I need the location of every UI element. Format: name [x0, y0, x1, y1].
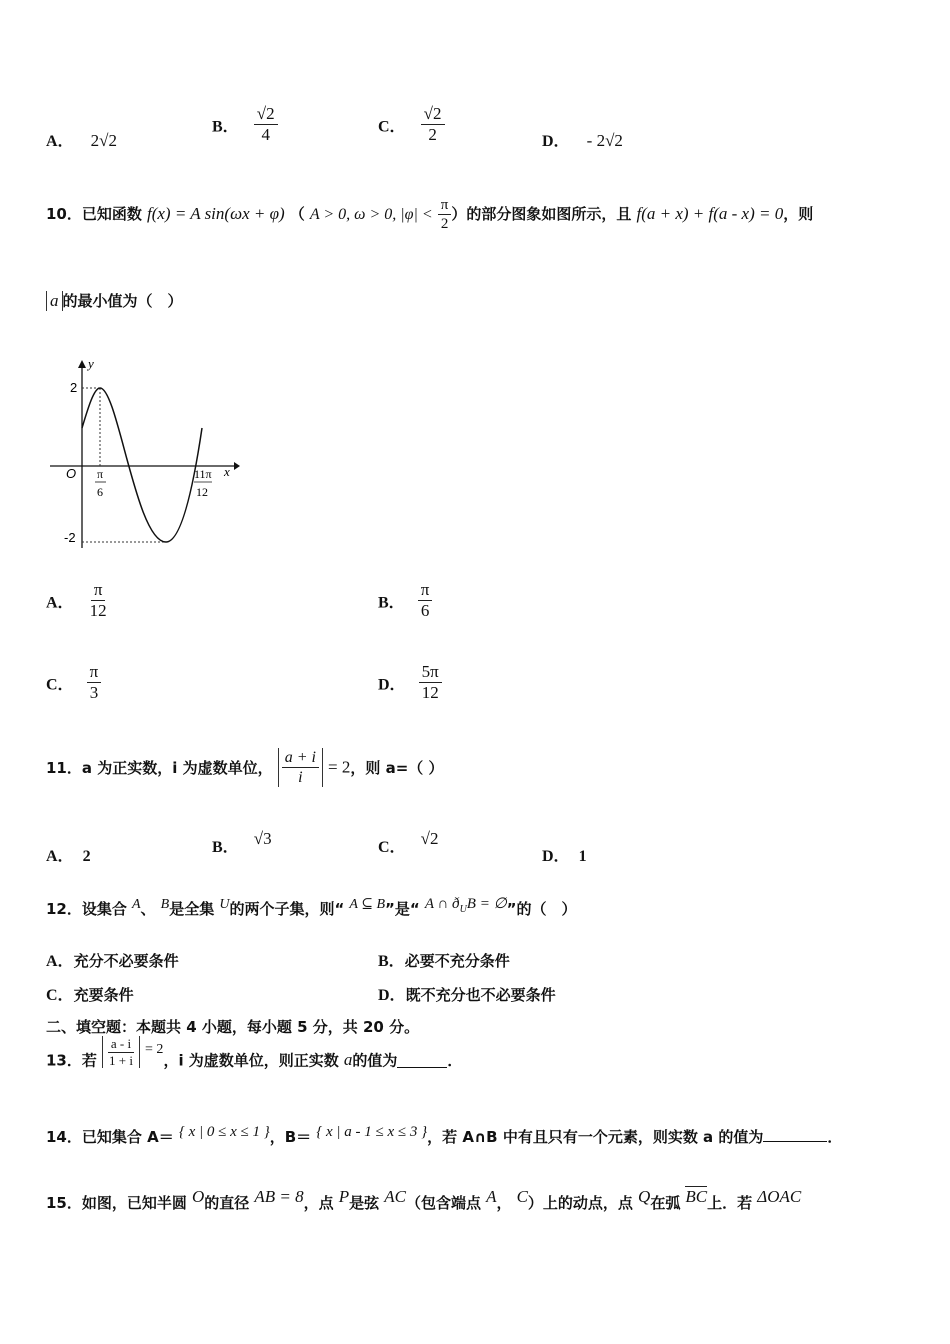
q9-option-b — [212, 104, 278, 146]
q11-stem — [46, 748, 444, 787]
option-label: C． — [46, 987, 74, 1004]
q15-point-c: C — [516, 1187, 528, 1206]
origin-label: O — [66, 466, 77, 481]
option-label: B． — [378, 953, 405, 970]
q13-equals: = 2 — [145, 1042, 164, 1058]
answer-blank[interactable] — [397, 1053, 447, 1068]
option-label: D． — [378, 987, 406, 1004]
q14-set-b-content: x | a - 1 ≤ x ≤ 3 — [326, 1124, 418, 1140]
option-label: D． — [378, 676, 406, 694]
question-number: 10． — [46, 205, 82, 223]
fraction-denominator: 3 — [89, 683, 99, 703]
y-max-label: 2 — [70, 380, 78, 395]
q13-var-a: a — [343, 1050, 353, 1070]
q14-end: ． — [827, 1128, 843, 1146]
q12-quote-1: “ — [334, 900, 345, 918]
q12-option-c — [46, 982, 134, 1005]
fraction-numerator: a + i — [282, 748, 319, 768]
option-value: √2 — [420, 829, 439, 848]
tick2-numerator: 11π — [194, 467, 212, 481]
fraction-numerator: π — [418, 580, 433, 601]
option-label: B． — [212, 839, 239, 856]
option-label: C． — [378, 118, 406, 136]
q14-set-a: { x | 0 ≤ x ≤ 1 } — [178, 1124, 270, 1140]
q12-condition-1: A ⊆ B — [349, 897, 386, 912]
option-fraction — [87, 662, 102, 704]
option-value: 既不充分也不必要条件 — [405, 986, 556, 1004]
q11-text-a: a 为正实数，i 为虚数单位， — [81, 759, 273, 778]
q10-text-c: ，则 — [783, 205, 814, 223]
fraction-denominator: 12 — [89, 601, 107, 621]
q15-point-a: A — [486, 1187, 497, 1206]
q12-set-b: B — [160, 897, 170, 912]
option-value: √3 — [253, 829, 272, 848]
q10-function: f(x) = A sin(ωx + φ) — [146, 204, 285, 223]
question-number: 12． — [46, 900, 82, 918]
option-value: 充分不必要条件 — [73, 952, 179, 970]
y-axis-arrow — [78, 360, 86, 368]
q14-text-c: ，若 A∩B 中有且只有一个元素，则实数 a 的值为 — [427, 1128, 764, 1146]
q11-option-a — [46, 843, 91, 866]
option-fraction — [419, 662, 442, 704]
q15-text-c: ，点 — [303, 1194, 334, 1212]
q10-option-a — [46, 580, 110, 622]
q10-stem — [46, 196, 813, 233]
q10-text-a: 已知函数 — [81, 205, 142, 223]
q11-fraction — [282, 748, 319, 787]
q10-paren-open: （ — [289, 205, 305, 223]
q15-text-g: 在弧 — [650, 1194, 681, 1212]
option-label: A． — [46, 133, 74, 150]
fraction-numerator: π — [91, 580, 106, 601]
q15-triangle: ΔOAC — [757, 1187, 802, 1206]
option-label: A． — [46, 953, 74, 970]
q12-sep: 、 — [140, 900, 156, 918]
option-fraction — [87, 580, 110, 622]
option-fraction — [421, 104, 445, 146]
tick1-denominator: 6 — [97, 485, 103, 499]
question-number: 14． — [46, 1128, 82, 1146]
option-label: A． — [46, 594, 74, 612]
q12-option-b — [378, 948, 510, 971]
q10-condition: A > 0, ω > 0, |φ| < — [309, 206, 433, 223]
option-value: 2√2 — [90, 131, 117, 150]
q11-option-d — [542, 843, 587, 866]
q15-point-p: P — [338, 1187, 350, 1206]
q12-cond2-sub: U — [459, 904, 467, 915]
fraction-numerator: √2 — [254, 104, 278, 125]
option-label: B． — [378, 594, 405, 612]
fraction-denominator: 4 — [261, 125, 270, 145]
q15-text-h: 上．若 — [707, 1194, 753, 1212]
q12-option-d — [378, 982, 556, 1005]
q9-option-d — [542, 128, 623, 151]
q11-option-b — [212, 829, 272, 857]
option-label: D． — [542, 133, 570, 150]
q14-set-b: { x | a - 1 ≤ x ≤ 3 } — [316, 1124, 428, 1140]
q12-cond2-tail: B = ∅ — [466, 896, 507, 912]
fraction-denominator: 1 + i — [108, 1052, 133, 1068]
x-axis-arrow — [234, 462, 240, 470]
q15-text-a: 如图，已知半圆 — [81, 1194, 187, 1212]
x-axis-label: x — [224, 464, 230, 479]
q15-text-d: 是弦 — [349, 1194, 380, 1212]
q12-condition-2 — [424, 896, 507, 915]
fraction-denominator: 2 — [428, 125, 437, 145]
fraction-denominator: 6 — [420, 601, 430, 621]
q12-text-b: 是全集 — [169, 900, 215, 918]
q15-text-b: 的直径 — [204, 1194, 250, 1212]
option-value: 2 — [82, 848, 91, 865]
q12-set-a: A — [131, 897, 141, 912]
tick1-numerator: π — [97, 467, 104, 481]
option-fraction — [254, 104, 278, 146]
option-value: - 2√2 — [586, 131, 623, 150]
q12-set-u: U — [219, 897, 230, 912]
q10-relation: f(a + x) + f(a - x) = 0 — [636, 204, 784, 223]
q15-comma: ， — [496, 1194, 512, 1212]
q14-set-a-content: x | 0 ≤ x ≤ 1 — [188, 1124, 260, 1140]
fraction-numerator: 5π — [419, 662, 442, 683]
q11-text-b: ，则 a=（ ） — [350, 759, 444, 778]
q13-text-b: ，i 为虚数单位，则正实数 — [163, 1051, 339, 1070]
question-number: 11． — [46, 759, 82, 778]
fraction-numerator: √2 — [421, 104, 445, 125]
q12-quote-2: ”是“ — [385, 900, 420, 918]
fraction-numerator: π — [438, 196, 452, 215]
q12-cond2-head: A ∩ ð — [424, 896, 460, 912]
q10-condition-fraction — [438, 196, 452, 233]
q12-text-a: 设集合 — [81, 900, 127, 918]
q10-text-b: ）的部分图象如图所示，且 — [451, 205, 632, 223]
q13-abs-fraction — [102, 1036, 140, 1068]
q11-abs-fraction — [278, 748, 323, 787]
question-number: 13． — [46, 1051, 82, 1070]
q11-equals: = 2 — [328, 757, 351, 777]
q11-option-c — [378, 829, 439, 857]
q15-arc: BC — [685, 1187, 708, 1206]
q13-stem — [46, 1036, 463, 1076]
q14-stem — [46, 1126, 842, 1147]
q14-text-b: ，B＝ — [269, 1128, 312, 1146]
option-value: 1 — [578, 848, 587, 865]
q10-text-d: 的最小值为（ ） — [62, 292, 183, 310]
q14-text-a: 已知集合 A＝ — [81, 1128, 174, 1146]
q15-chord: AC — [384, 1187, 406, 1206]
q13-fraction — [106, 1036, 136, 1068]
fraction-denominator: i — [298, 769, 303, 787]
fraction-numerator: π — [87, 662, 102, 683]
option-label: A． — [46, 848, 74, 865]
question-number: 15． — [46, 1194, 82, 1212]
q10-option-d — [378, 662, 442, 704]
option-fraction — [418, 580, 433, 622]
q15-point-o: O — [191, 1187, 205, 1206]
q15-diameter: AB = 8 — [254, 1187, 304, 1206]
y-min-label: -2 — [64, 530, 76, 545]
q9-option-a — [46, 128, 117, 151]
q10-sine-graph — [44, 352, 244, 562]
option-value: 充要条件 — [73, 986, 134, 1004]
q10-option-c — [46, 662, 101, 704]
y-axis-label: y — [88, 356, 94, 371]
option-value: 必要不充分条件 — [404, 952, 510, 970]
answer-blank[interactable] — [763, 1127, 827, 1142]
option-label: D． — [542, 848, 570, 865]
q13-end: ． — [447, 1051, 463, 1070]
q12-quote-3: ”的（ ） — [506, 900, 577, 918]
section-title: 二、填空题：本题共 4 小题，每小题 5 分，共 20 分。 — [46, 1018, 420, 1036]
tick2-denominator: 12 — [196, 485, 208, 499]
q12-option-a — [46, 948, 179, 971]
option-label: C． — [378, 839, 406, 856]
q15-text-e: （包含端点 — [405, 1194, 481, 1212]
fraction-numerator: a - i — [108, 1036, 134, 1053]
q15-text-f: ）上的动点，点 — [527, 1194, 633, 1212]
fraction-denominator: 2 — [440, 216, 449, 232]
q10-abs-a: a — [46, 291, 63, 311]
option-label: C． — [46, 676, 74, 694]
q10-stem-line2 — [46, 290, 183, 311]
q12-text-c: 的两个子集，则 — [229, 900, 335, 918]
q13-text-a: 若 — [81, 1051, 97, 1070]
option-label: B． — [212, 118, 239, 136]
fraction-denominator: 12 — [421, 683, 439, 703]
q12-stem — [46, 898, 577, 921]
q9-option-c — [378, 104, 445, 146]
q13-text-c: 的值为 — [352, 1051, 398, 1070]
q15-stem — [46, 1187, 802, 1213]
q15-point-q: Q — [638, 1187, 651, 1206]
q10-option-b — [378, 580, 432, 622]
